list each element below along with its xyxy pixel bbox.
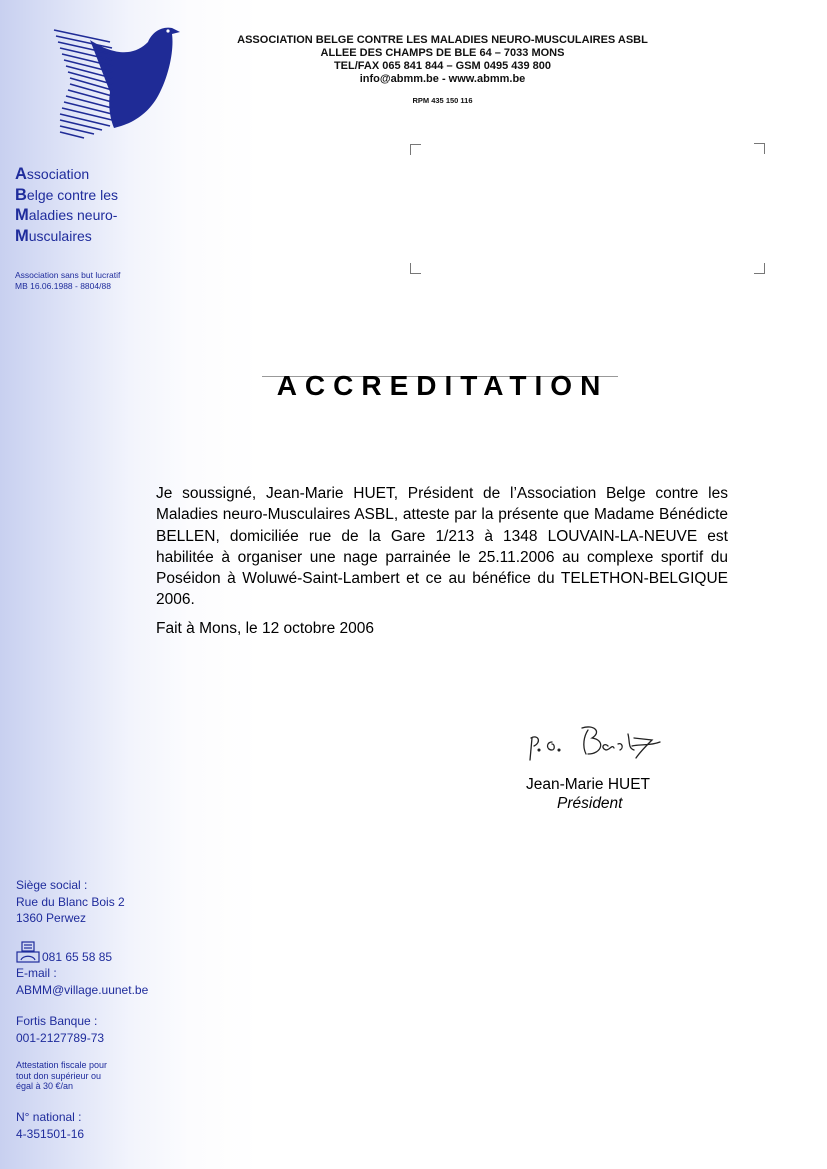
registered-office	[16, 877, 125, 927]
signer-role: Président	[557, 795, 623, 812]
telephone-icon	[16, 941, 40, 963]
national-number-label: N° national :	[16, 1110, 82, 1124]
header-rpm: RPM 435 150 116	[412, 96, 473, 105]
address-window-corner-top-right	[754, 143, 765, 154]
handwritten-signature	[522, 718, 667, 766]
bank-label: Fortis Banque :	[16, 1014, 98, 1028]
place-and-date: Fait à Mons, le 12 octobre 2006	[156, 620, 374, 637]
accreditation-body: Je soussigné, Jean-Marie HUET, Président de l’Association Belge contre les Maladies neuro-Musculaires ASBL, atteste par la présente que Madame Bénédicte BELLEN, domiciliée rue de la Gare 1/213 à 1348 LOUVAIN-LA-NEUVE est habilitée à organiser une nage parrainée le 25.11.2006 au complexe sportif du Poséidon à Woluwé-Saint-Lambert et ce au bénéfice du TELETHON-BELGIQUE 2006.	[156, 485, 728, 609]
org-name-line: Belge contre les	[15, 185, 118, 204]
bank-account: 001-2127789-73	[16, 1030, 105, 1045]
letterhead	[180, 34, 705, 86]
sidebar-phone	[16, 941, 112, 964]
registered-office-street: Rue du Blanc Bois 2	[16, 894, 125, 909]
phone-number: 081 65 58 85	[42, 950, 113, 964]
header-address: ALLEE DES CHAMPS DE BLE 64 – 7033 MONS	[320, 47, 565, 59]
signer-name: Jean-Marie HUET	[526, 776, 651, 793]
org-name-line: Musculaires	[15, 226, 92, 245]
org-name-line: Association	[15, 165, 90, 183]
address-window-corner-bottom-left	[410, 263, 421, 274]
header-org-name: ASSOCIATION BELGE CONTRE LES MALADIES NEURO-MUSCULAIRES ASBL	[237, 34, 648, 46]
header-email-web: info@abmm.be - www.abmm.be	[359, 73, 526, 85]
org-name-line: Maladies neuro-	[15, 206, 118, 224]
sidebar-national-number	[16, 1109, 84, 1142]
document-title: ACCREDITATION	[276, 370, 609, 401]
sidebar-bank	[16, 1013, 104, 1046]
dove-icon	[40, 18, 185, 153]
email-address: ABMM@village.uunet.be	[16, 982, 149, 997]
email-label: E-mail :	[16, 966, 57, 980]
address-window-corner-top-left	[410, 144, 421, 155]
registered-office-city: 1360 Perwez	[16, 911, 87, 925]
registered-office-label: Siège social :	[16, 878, 88, 892]
sidebar-org-name	[15, 164, 118, 246]
national-number: 4-351501-16	[16, 1126, 85, 1141]
org-legal-status: Association sans but lucratif MB 16.06.1988 - 8804/88	[15, 270, 121, 291]
tax-certificate-note: Attestation fiscale pour tout don supérieur ou égal à 30 €/an	[16, 1060, 108, 1091]
sidebar-email	[16, 965, 148, 998]
header-phone: TEL/FAX 065 841 844 – GSM 0495 439 800	[333, 60, 552, 72]
address-window-corner-bottom-right	[754, 263, 765, 274]
